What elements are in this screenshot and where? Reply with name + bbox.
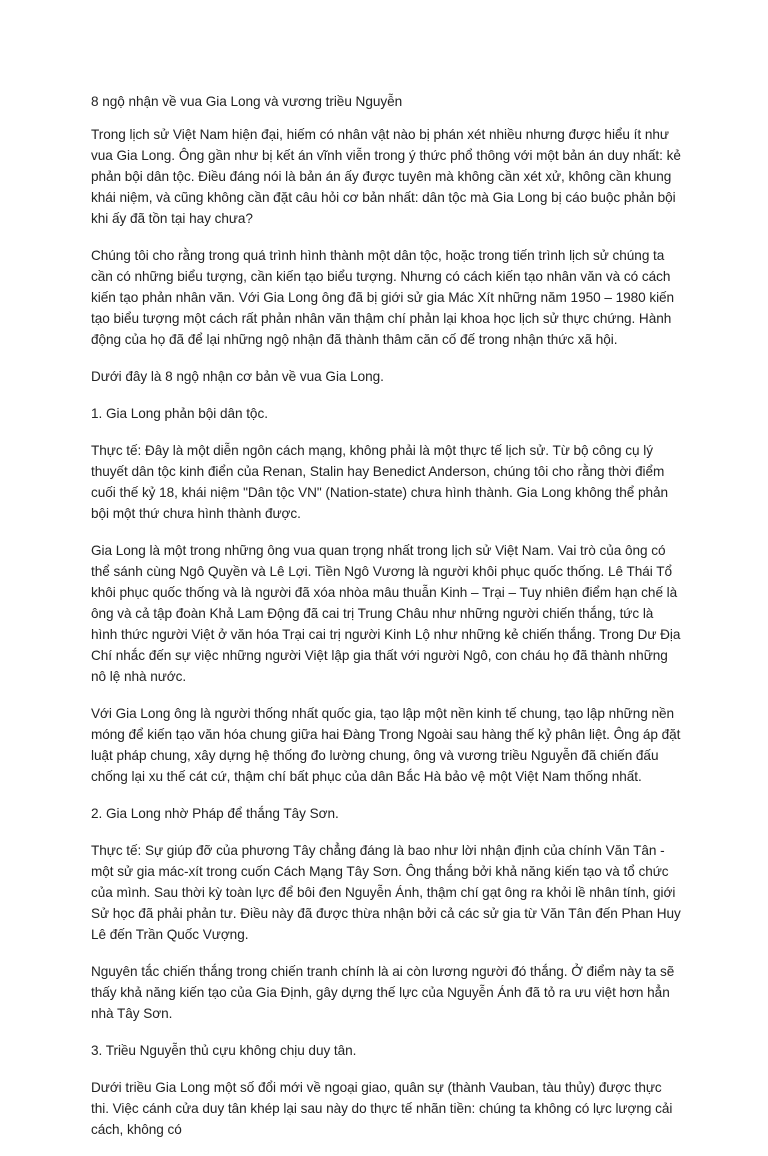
paragraph-symbols: Chúng tôi cho rằng trong quá trình hình thành một dân tộc, hoặc trong tiến trình lịch sử chúng ta cần có những biểu tượng, cần kiến tạo biểu tượng. Nhưng có cách kiến tạo nhân văn và có cách kiến tạo phản nhân văn. Với Gia Long ông đã bị giới sử gia Mác Xít những năm 1950 – 1980 kiến tạo biểu tượng một cách rất phản nhân văn thậm chí phản lại khoa học lịch sử thực chứng. Hành động của họ đã để lại những ngộ nhận đã thành thâm căn cố đế trong nhận thức xã hội. xyxy=(91,248,675,347)
document-page xyxy=(91,91,683,1156)
heading-misconception-2: 2. Gia Long nhờ Pháp để thắng Tây Sơn. xyxy=(91,806,339,821)
paragraph-fact-1: Thực tế: Đây là một diễn ngôn cách mạng, không phải là một thực tế lịch sử. Từ bộ công cụ lý thuyết dân tộc kinh điển của Renan, Stalin hay Benedict Anderson, chúng tôi cho rằng thời điểm cuối thế kỷ 18, khái niệm "Dân tộc VN" (Nation-state) chưa hình thành. Gia Long không thể phản bội một thứ chưa hình thành được. xyxy=(91,443,669,521)
heading-misconception-1: 1. Gia Long phản bội dân tộc. xyxy=(91,406,268,421)
paragraph-intro: Trong lịch sử Việt Nam hiện đại, hiếm có nhân vật nào bị phán xét nhiều nhưng được hiểu ít như vua Gia Long. Ông gần như bị kết án vĩnh viễn trong ý thức phổ thông với một bản án duy nhất: kẻ phản bội dân tộc. Điều đáng nói là bản án ấy được tuyên mà không cần xét xử, không cần khung khái niệm, và cũng không cần đặt câu hỏi cơ bản nhất: dân tộc mà Gia Long bị cáo buộc phản bội khi ấy đã tồn tại hay chưa? xyxy=(91,127,681,226)
paragraph-list-intro: Dưới đây là 8 ngộ nhận cơ bản về vua Gia Long. xyxy=(91,369,384,384)
paragraph-war-principle: Nguyên tắc chiến thắng trong chiến tranh chính là ai còn lương người đó thắng. Ở điểm này ta sẽ thấy khả năng kiến tạo của Gia Định, gây dựng thế lực của Nguyễn Ánh đã tỏ ra ưu việt hơn hẳn nhà Tây Sơn. xyxy=(91,964,675,1021)
heading-misconception-3: 3. Triều Nguyễn thủ cựu không chịu duy tân. xyxy=(91,1043,357,1058)
paragraph-fact-3: Dưới triều Gia Long một số đổi mới về ngoại giao, quân sự (thành Vauban, tàu thủy) được thực thi. Việc cánh cửa duy tân khép lại sau này do thực tế nhãn tiền: chúng ta không có lực lượng cải cách, không có xyxy=(91,1080,673,1137)
paragraph-fact-2: Thực tế: Sự giúp đỡ của phương Tây chẳng đáng là bao như lời nhận định của chính Văn Tân - một sử gia mác-xít trong cuốn Cách Mạng Tây Sơn. Ông thắng bởi khả năng kiến tạo và tổ chức của mình. Sau thời kỳ toàn lực để bôi đen Nguyễn Ánh, thậm chí gạt ông ra khỏi lề nhân tính, giới Sử học đã phải phản tư. Điều này đã được thừa nhận bởi cả các sử gia từ Văn Tân đến Phan Huy Lê đến Trần Quốc Vượng. xyxy=(91,843,681,942)
document-title: 8 ngộ nhận về vua Gia Long và vương triều Nguyễn xyxy=(91,94,403,109)
paragraph-role-gia-long: Gia Long là một trong những ông vua quan trọng nhất trong lịch sử Việt Nam. Vai trò của ông có thể sánh cùng Ngô Quyền và Lê Lợi. Tiền Ngô Vương là người khôi phục quốc thống. Lê Thái Tổ khôi phục quốc thống và là người đã xóa nhòa mâu thuẫn Kinh – Trại – Tuy nhiên điểm hạn chế là ông và cả tập đoàn Khả Lam Động đã cai trị Trung Châu như những người chiến thắng, tức là hình thức người Việt ở văn hóa Trại cai trị người Kinh Lộ như những kẻ chiến thắng. Trong Dư Địa Chí nhắc đến sự việc những người Việt lập gia thất với người Ngô, con cháu họ đã thành những nô lệ nhà nước. xyxy=(91,543,681,684)
paragraph-unification: Với Gia Long ông là người thống nhất quốc gia, tạo lập một nền kinh tế chung, tạo lập những nền móng để kiến tạo văn hóa chung giữa hai Đàng Trong Ngoài sau hàng thế kỷ phân liệt. Ông áp đặt luật pháp chung, xây dựng hệ thống đo lường chung, ông và vương triều Nguyễn đã chiến đấu chống lại xu thế cát cứ, thậm chí bất phục của dân Bắc Hà bảo vệ một Việt Nam thống nhất. xyxy=(91,706,681,784)
